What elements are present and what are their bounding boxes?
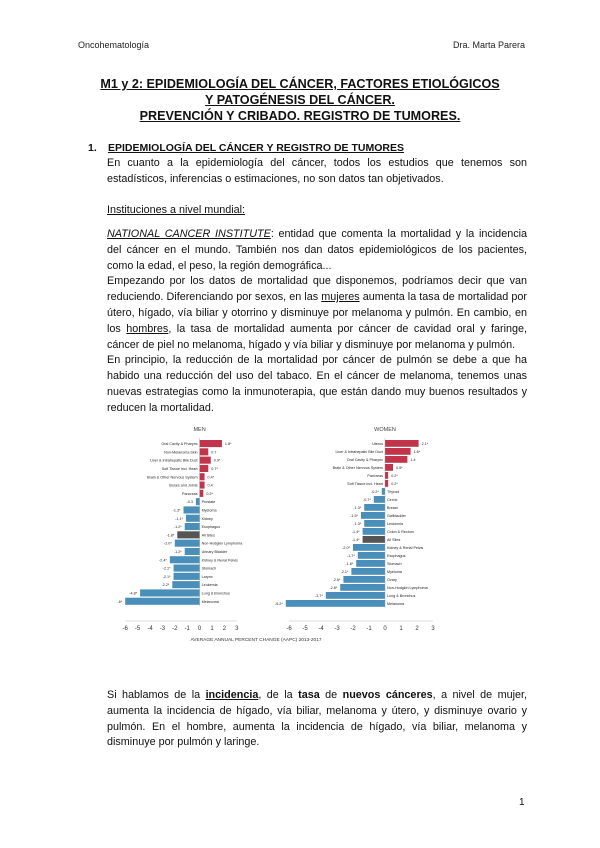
chart-value-label-1-16: -2.1* bbox=[340, 569, 349, 574]
chart-bar-1-2 bbox=[385, 456, 407, 463]
chart-category-label-0-12: Non-Hodgkin Lymphoma bbox=[201, 541, 243, 546]
chart-bar-0-5 bbox=[200, 482, 205, 489]
chart-value-label-1-17: -2.6* bbox=[332, 577, 341, 582]
chart-value-label-1-7: -0.7* bbox=[363, 497, 371, 502]
chart-x-tick-0--2: -2 bbox=[172, 626, 178, 632]
chart-x-tick-0-3: 3 bbox=[235, 626, 239, 632]
chart-panel-title-0: MEN bbox=[193, 427, 206, 433]
chart-value-label-0-10: -1.2* bbox=[173, 525, 182, 530]
chart-bar-0-10 bbox=[185, 523, 200, 530]
chart-value-label-0-2: 0.9* bbox=[213, 458, 221, 463]
chart-category-label-1-11: Colon & Rectum bbox=[387, 529, 414, 534]
chart-category-label-1-3: Brain & Other Nervous System bbox=[332, 465, 383, 470]
chart-bar-0-11 bbox=[177, 531, 199, 538]
lung-paragraph: En principio, la reducción de la mortalidad por cáncer de pulmón se debe a que ha habido una reducción del uso del tabaco. En el cáncer de melanoma, tenemos unas nuevas estrategias como la inmunoterapia, que están dando muy buenos resultados y reducen la mortalidad. bbox=[107, 354, 527, 414]
chart-category-label-1-8: Breast bbox=[387, 505, 398, 510]
chart-category-label-1-2: Oral Cavity & Pharynx bbox=[346, 457, 383, 462]
chart-bar-0-4 bbox=[200, 473, 205, 480]
chart-value-label-1-6: -0.2* bbox=[371, 489, 379, 494]
chart-value-label-1-11: -1.4* bbox=[351, 529, 360, 534]
chart-x-tick-0-0: 0 bbox=[197, 626, 202, 632]
chart-category-label-0-15: Stomach bbox=[201, 566, 217, 571]
chart-x-tick-1--4: -4 bbox=[318, 626, 324, 632]
chart-x-tick-1--1: -1 bbox=[366, 626, 372, 632]
chart-value-label-0-16: -2.1* bbox=[162, 574, 171, 579]
mortality-trend-chart bbox=[105, 420, 445, 658]
document-title bbox=[60, 76, 540, 124]
chart-bar-1-12 bbox=[363, 536, 385, 543]
chart-bar-0-3 bbox=[200, 465, 209, 472]
chart-x-tick-0-1: 1 bbox=[210, 626, 214, 632]
chart-bar-1-0 bbox=[385, 440, 419, 447]
chart-x-tick-0--4: -4 bbox=[147, 626, 153, 632]
chart-bar-0-19 bbox=[125, 598, 199, 605]
chart-bar-1-7 bbox=[374, 496, 385, 503]
chart-bar-0-18 bbox=[140, 589, 200, 596]
chart-bar-0-16 bbox=[174, 573, 200, 580]
title-line-3: PREVENCIÓN Y CRIBADO. REGISTRO DE TUMORES. bbox=[139, 109, 461, 123]
men-word: hombres bbox=[126, 322, 169, 335]
section-heading bbox=[88, 142, 404, 154]
section-number: 1. bbox=[88, 142, 97, 154]
chart-category-label-1-9: Gallbladder bbox=[387, 513, 406, 518]
chart-x-axis-label: AVERAGE ANNUAL PERCENT CHANGE (AAPC) 2013-2017 bbox=[190, 638, 322, 643]
chart-value-label-1-3: 0.5* bbox=[396, 465, 403, 470]
chart-bar-1-10 bbox=[364, 520, 385, 527]
chart-bar-1-1 bbox=[385, 448, 411, 455]
chart-bar-0-14 bbox=[170, 556, 200, 563]
incidence-word: incidencia bbox=[205, 689, 259, 701]
chart-value-label-1-0: 2.1* bbox=[421, 441, 429, 446]
chart-value-label-0-5: 0.4 bbox=[207, 483, 213, 488]
mortality-text-b: aumenta la tasa de mortalidad por útero, hígado, vía biliar y otorrino y disminuye por melanoma y pulmón. En cambio, en los bbox=[107, 291, 527, 335]
chart-value-label-0-19: -6* bbox=[117, 599, 123, 604]
chart-category-label-1-14: Esophagus bbox=[387, 553, 406, 558]
chart-bar-1-8 bbox=[364, 504, 385, 511]
chart-bar-0-12 bbox=[175, 540, 200, 547]
nci-name: NATIONAL CANCER INSTITUTE bbox=[107, 228, 271, 240]
rate-word: tasa bbox=[298, 689, 320, 701]
chart-value-label-0-18: -4.8* bbox=[129, 591, 138, 596]
chart-bar-1-15 bbox=[356, 560, 385, 567]
chart-bar-1-11 bbox=[363, 528, 385, 535]
chart-category-label-1-16: Myeloma bbox=[387, 569, 402, 574]
chart-bar-0-17 bbox=[172, 581, 199, 588]
chart-category-label-0-16: Larynx bbox=[201, 574, 213, 579]
chart-category-label-1-7: Cervix bbox=[387, 497, 398, 502]
chart-bar-0-2 bbox=[200, 457, 211, 464]
chart-value-label-1-20: -6.2* bbox=[275, 601, 283, 606]
chart-value-label-0-12: -2.0* bbox=[164, 541, 172, 546]
chart-x-tick-1--5: -5 bbox=[302, 626, 308, 632]
chart-x-tick-1-0: 0 bbox=[383, 626, 387, 632]
chart-category-label-1-20: Melanoma bbox=[387, 601, 405, 606]
chart-value-label-1-10: -1.3* bbox=[353, 521, 362, 526]
chart-value-label-0-14: -2.4* bbox=[159, 558, 167, 563]
chart-category-label-1-12: All Sites bbox=[387, 537, 401, 542]
nci-paragraph bbox=[107, 227, 527, 417]
intro-text: En cuanto a la epidemiología del cáncer, todos los estudios que tenemos son estadísticos, inferencias o estimaciones, no son datos tan objetivados. bbox=[107, 157, 527, 185]
chart-category-label-0-4: Brain & Other Nervous System bbox=[147, 475, 198, 480]
header-author: Dra. Marta Parera bbox=[452, 40, 525, 50]
chart-bar-1-18 bbox=[340, 584, 385, 591]
mortality-text-a: Empezando por los datos de mortalidad que disponemos, podríamos decir que van reduciendo. Diferenciando por sexos, en las bbox=[107, 275, 527, 304]
mortality-paragraph bbox=[107, 274, 527, 353]
chart-category-label-0-3: Soft Tissue incl. Heart bbox=[161, 466, 198, 471]
chart-category-label-1-5: Soft Tissue incl. Heart bbox=[347, 481, 383, 486]
chart-value-label-0-9: -1.1* bbox=[175, 516, 183, 521]
women-word: mujeres bbox=[321, 291, 360, 304]
chart-bar-0-7 bbox=[196, 498, 200, 505]
institutions-subheading: Instituciones a nivel mundial: bbox=[107, 204, 246, 216]
chart-category-label-1-19: Lung & Bronchus bbox=[387, 593, 416, 598]
nci-description: : entidad que comenta la mortalidad y la incidencia del cáncer en el mundo. También nos dan datos epidemiológicos de los pacientes, como la edad, el peso, la región demográfica... bbox=[107, 228, 528, 272]
chart-value-label-1-14: -1.7* bbox=[347, 553, 355, 558]
chart-value-label-1-18: -2.8* bbox=[329, 585, 338, 590]
chart-x-tick-1--3: -3 bbox=[334, 626, 340, 632]
chart-category-label-1-1: Liver & Intrahepatic Bile Duct bbox=[335, 449, 383, 454]
incidence-text-b: , de la bbox=[258, 689, 299, 701]
chart-bar-1-19 bbox=[326, 592, 385, 599]
chart-x-tick-1-2: 2 bbox=[415, 626, 419, 632]
chart-bar-0-9 bbox=[186, 515, 200, 522]
chart-category-label-0-6: Pancreas bbox=[182, 491, 198, 496]
chart-bar-1-17 bbox=[343, 576, 385, 583]
chart-value-label-1-2: 1.4 bbox=[410, 457, 416, 462]
chart-bar-1-14 bbox=[358, 552, 385, 559]
chart-x-tick-0-2: 2 bbox=[222, 626, 227, 632]
chart-bar-1-3 bbox=[385, 464, 393, 471]
chart-category-label-0-14: Kidney & Renal Pelvis bbox=[201, 558, 238, 563]
incidence-paragraph bbox=[107, 688, 527, 751]
chart-bar-1-16 bbox=[351, 568, 385, 575]
chart-value-label-1-12: -1.4* bbox=[351, 537, 360, 542]
chart-bar-0-0 bbox=[200, 440, 222, 447]
chart-category-label-1-17: Ovary bbox=[387, 577, 397, 582]
chart-value-label-0-11: -1.8* bbox=[166, 533, 175, 538]
chart-value-label-0-15: -2.1* bbox=[162, 566, 171, 571]
chart-category-label-1-10: Leukemia bbox=[387, 521, 403, 526]
chart-bar-1-20 bbox=[286, 600, 385, 607]
chart-category-label-0-0: Oral Cavity & Pharynx bbox=[161, 442, 198, 447]
title-line-2: Y PATOGÉNESIS DEL CÁNCER. bbox=[205, 93, 395, 107]
chart-value-label-1-19: -3.7* bbox=[315, 593, 323, 598]
chart-category-label-0-5: Bones and Joints bbox=[169, 483, 198, 488]
chart-category-label-1-13: Kidney & Renal Pelvis bbox=[387, 545, 424, 550]
institutions-subheading-block bbox=[107, 203, 527, 219]
chart-x-tick-1-1: 1 bbox=[399, 626, 403, 632]
chart-bar-0-8 bbox=[183, 506, 199, 513]
chart-category-label-0-9: Kidney bbox=[201, 516, 213, 521]
chart-x-tick-0--6: -6 bbox=[122, 626, 128, 632]
chart-value-label-0-1: 0.7 bbox=[211, 450, 217, 455]
chart-value-label-0-6: 0.3* bbox=[206, 491, 213, 496]
chart-bar-1-4 bbox=[385, 472, 388, 479]
chart-bar-0-15 bbox=[174, 565, 200, 572]
chart-category-label-0-2: Liver & Intrahepatic Bile Duct bbox=[150, 458, 198, 463]
chart-value-label-1-8: -1.3* bbox=[353, 505, 362, 510]
chart-x-tick-1--2: -2 bbox=[350, 626, 356, 632]
chart-bar-1-9 bbox=[361, 512, 385, 519]
chart-category-label-0-18: Lung & Bronchus bbox=[201, 591, 230, 596]
chart-bar-1-5 bbox=[385, 480, 388, 487]
chart-value-label-0-4: 0.4* bbox=[207, 475, 215, 480]
chart-bar-1-6 bbox=[382, 488, 385, 495]
chart-value-label-1-13: -2.0* bbox=[342, 545, 350, 550]
chart-category-label-0-8: Myeloma bbox=[201, 508, 217, 513]
chart-category-label-0-1: Non-Melanoma Skin bbox=[164, 450, 198, 455]
chart-category-label-0-17: Leukemia bbox=[201, 583, 218, 588]
chart-value-label-0-8: -1.3* bbox=[172, 508, 181, 513]
chart-category-label-0-19: Melanoma bbox=[201, 599, 219, 604]
chart-value-label-0-3: 0.7* bbox=[211, 466, 218, 471]
chart-x-tick-0--5: -5 bbox=[134, 626, 141, 632]
chart-bar-0-1 bbox=[200, 448, 209, 455]
chart-value-label-0-17: -2.2* bbox=[161, 583, 170, 588]
chart-category-label-1-15: Stomach bbox=[387, 561, 402, 566]
chart-category-label-1-18: Non-Hodgkin Lymphoma bbox=[387, 585, 428, 590]
incidence-text-a: Si hablamos de la bbox=[107, 689, 206, 701]
chart-value-label-1-1: 1.6* bbox=[413, 449, 421, 454]
chart-panel-title-1: WOMEN bbox=[374, 427, 396, 433]
chart-value-label-1-9: -1.5* bbox=[350, 513, 358, 518]
header-course: Oncohematología bbox=[78, 40, 150, 50]
chart-value-label-1-15: -1.8* bbox=[345, 561, 354, 566]
chart-category-label-1-0: Uterus bbox=[372, 441, 383, 446]
chart-value-label-1-4: 0.2* bbox=[391, 473, 398, 478]
chart-category-label-0-11: All Sites bbox=[201, 533, 215, 538]
chart-value-label-0-0: 1.8* bbox=[224, 442, 232, 447]
incidence-text-d: , a nivel de mujer, aumenta la incidencia de hígado, vía biliar, melanoma y útero, y disminuye ovario y pulmón. En el hombre, aumenta la incidencia de hígado, vía biliar, melanoma y disminuye por pulmón y laringe. bbox=[107, 689, 528, 749]
intro-paragraph bbox=[107, 156, 527, 188]
chart-category-label-1-6: Thyroid bbox=[387, 489, 400, 494]
chart-value-label-1-5: 0.2* bbox=[391, 481, 398, 486]
section-heading-text: EPIDEMIOLOGÍA DEL CÁNCER Y REGISTRO DE TUMORES bbox=[108, 142, 404, 154]
chart-x-tick-1--6: -6 bbox=[286, 626, 292, 632]
chart-x-tick-1-3: 3 bbox=[431, 626, 435, 632]
chart-x-tick-0--3: -3 bbox=[159, 626, 166, 632]
chart-category-label-1-4: Pancreas bbox=[367, 473, 383, 478]
chart-value-label-0-7: -0.3 bbox=[186, 500, 193, 505]
chart-category-label-0-7: Prostate bbox=[201, 500, 216, 505]
title-line-1: M1 y 2: EPIDEMIOLOGÍA DEL CÁNCER, FACTORES ETIOLÓGICOS bbox=[100, 77, 500, 91]
chart-bar-0-6 bbox=[200, 490, 204, 497]
new-cancers-word: nuevos cánceres bbox=[342, 689, 433, 701]
chart-category-label-0-13: Urinary Bladder bbox=[201, 549, 228, 554]
chart-value-label-0-13: -1.2* bbox=[173, 549, 182, 554]
chart-x-tick-0--1: -1 bbox=[184, 626, 190, 632]
incidence-text-c: de bbox=[319, 689, 343, 701]
chart-category-label-0-10: Esophagus bbox=[201, 525, 221, 530]
page-number: 1 bbox=[519, 797, 525, 808]
mortality-text-c: , la tasa de mortalidad aumenta por cáncer de cavidad oral y faringe, cáncer de piel no melanoma, hígado y vía biliar y disminuye por melanoma y pulmón. bbox=[107, 322, 527, 351]
chart-bar-0-13 bbox=[185, 548, 200, 555]
chart-bar-1-13 bbox=[353, 544, 385, 551]
